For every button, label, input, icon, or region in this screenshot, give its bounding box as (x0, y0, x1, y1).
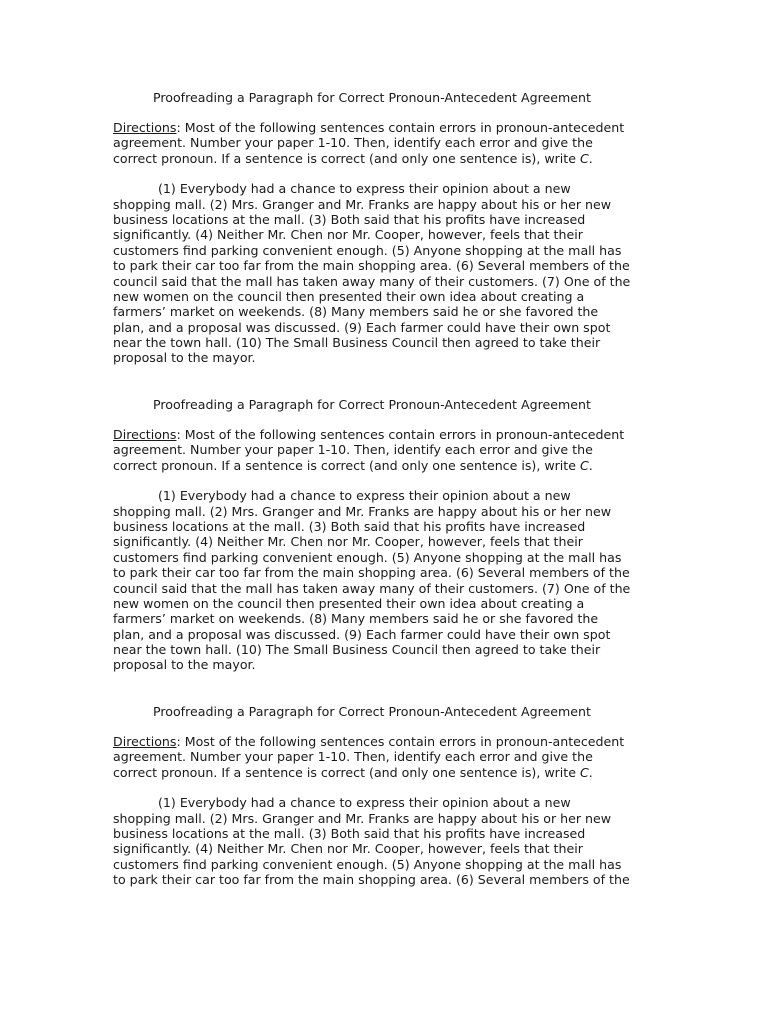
worksheet-section-2 (113, 397, 658, 704)
document-page (113, 90, 658, 1011)
exercise-paragraph: (1) Everybody had a chance to express their opinion about a new shopping mall. (2) Mrs. Granger and Mr. Franks are happy about his or her new business locations at the mall. (3) Both said that his profits have increased significantly. (4) Neither Mr. Chen nor Mr. Cooper, however, feels that their customers find parking convenient enough. (5) Anyone shopping at the mall has to park their car too far from the main shopping area. (6) Several members of the council said that the mall has taken away many of their customers. (7) One of the new women on the council then presented their own idea about creating a farmers’ market on weekends. (8) Many members said he or she favored the plan, and a proposal was discussed. (9) Each farmer could have their own spot near the town hall. (10) The Small Business Council then agreed to take their proposal to the mayor. (113, 488, 631, 673)
directions-text: Directions: Most of the following sentences contain errors in pronoun-antecedent agreement. Number your paper 1-10. Then, identify each error and give the correct pronoun. If a sentence is correct (and only one sentence is), write C. (113, 734, 625, 780)
directions-label: Directions (113, 120, 177, 135)
directions-text: Directions: Most of the following sentences contain errors in pronoun-antecedent agreement. Number your paper 1-10. Then, identify each error and give the correct pronoun. If a sentence is correct (and only one sentence is), write C. (113, 427, 625, 473)
worksheet-section-3 (113, 704, 658, 1011)
worksheet-section-1 (113, 90, 658, 397)
worksheet-title: Proofreading a Paragraph for Correct Pronoun-Antecedent Agreement (153, 90, 591, 105)
worksheet-title: Proofreading a Paragraph for Correct Pronoun-Antecedent Agreement (153, 397, 591, 412)
directions-text: Directions: Most of the following sentences contain errors in pronoun-antecedent agreement. Number your paper 1-10. Then, identify each error and give the correct pronoun. If a sentence is correct (and only one sentence is), write C. (113, 120, 625, 166)
worksheet-title: Proofreading a Paragraph for Correct Pronoun-Antecedent Agreement (153, 704, 591, 719)
exercise-paragraph: (1) Everybody had a chance to express their opinion about a new shopping mall. (2) Mrs. Granger and Mr. Franks are happy about his or her new business locations at the mall. (3) Both said that his profits have increased significantly. (4) Neither Mr. Chen nor Mr. Cooper, however, feels that their customers find parking convenient enough. (5) Anyone shopping at the mall has to park their car too far from the main shopping area. (6) Several members of the (113, 795, 630, 888)
exercise-paragraph: (1) Everybody had a chance to express their opinion about a new shopping mall. (2) Mrs. Granger and Mr. Franks are happy about his or her new business locations at the mall. (3) Both said that his profits have increased significantly. (4) Neither Mr. Chen nor Mr. Cooper, however, feels that their customers find parking convenient enough. (5) Anyone shopping at the mall has to park their car too far from the main shopping area. (6) Several members of the council said that the mall has taken away many of their customers. (7) One of the new women on the council then presented their own idea about creating a farmers’ market on weekends. (8) Many members said he or she favored the plan, and a proposal was discussed. (9) Each farmer could have their own spot near the town hall. (10) The Small Business Council then agreed to take their proposal to the mayor. (113, 181, 631, 366)
directions-label: Directions (113, 427, 177, 442)
directions-label: Directions (113, 734, 177, 749)
